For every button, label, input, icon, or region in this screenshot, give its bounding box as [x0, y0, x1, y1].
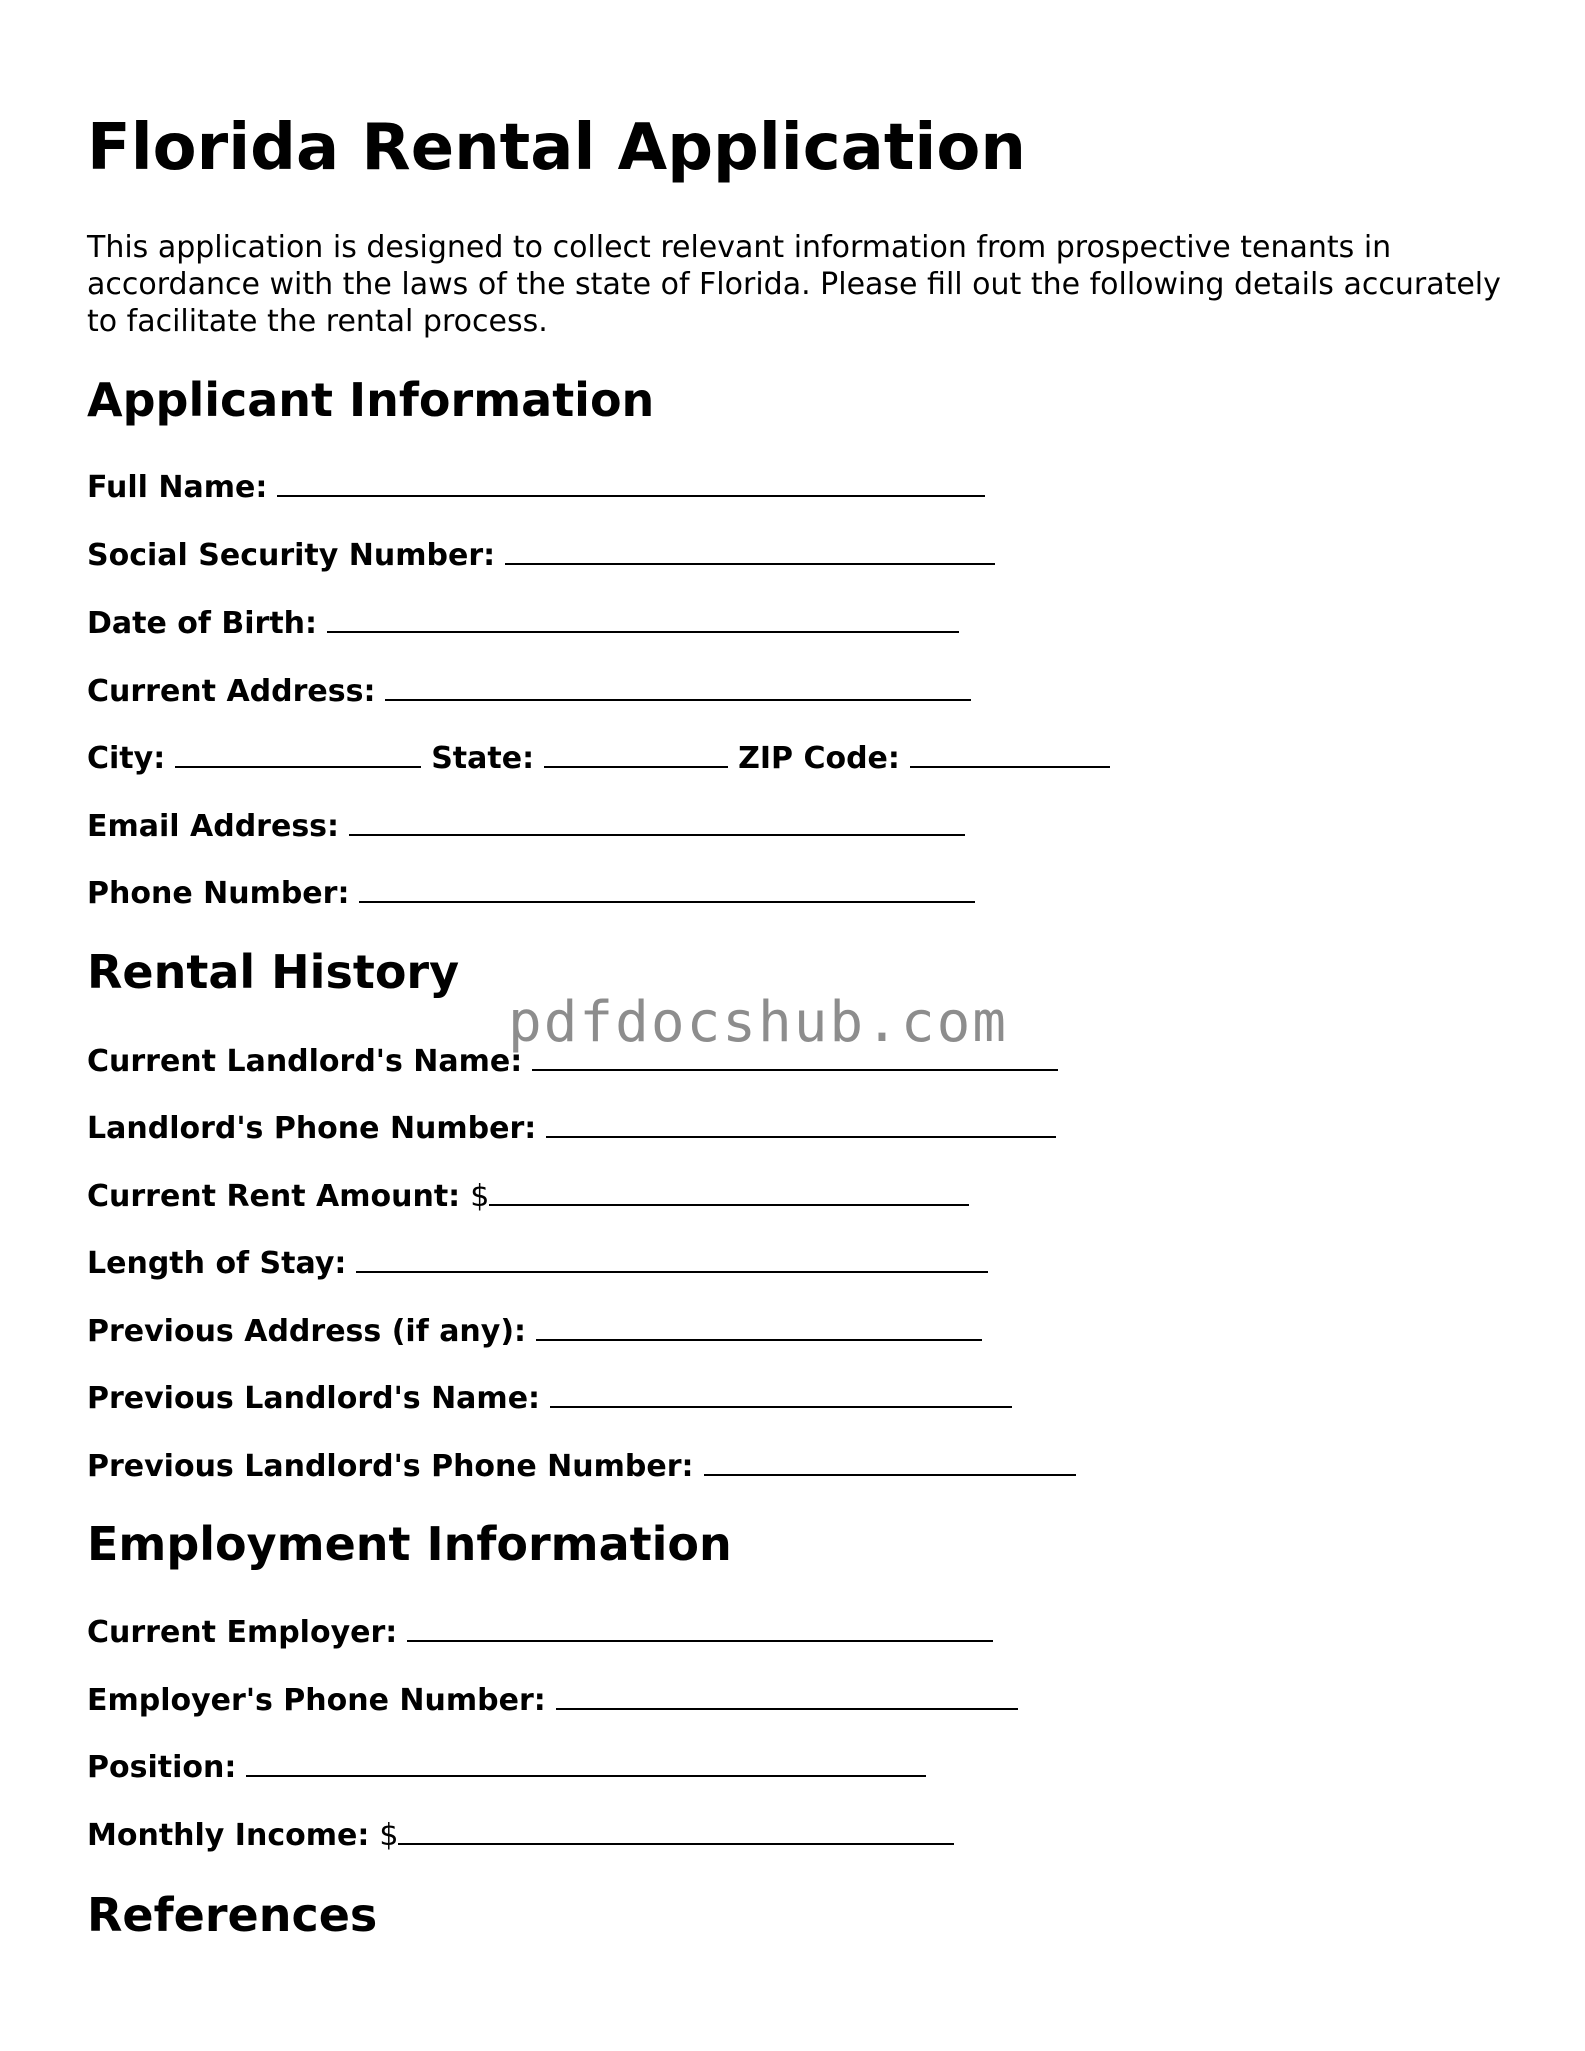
currency-symbol: $	[470, 1179, 490, 1214]
phone-blank[interactable]	[359, 871, 975, 903]
field-phone	[87, 871, 975, 913]
position-blank[interactable]	[246, 1745, 926, 1777]
field-label: Previous Address (if any):	[87, 1314, 527, 1349]
field-label: Monthly Income:	[87, 1818, 370, 1853]
previous-landlord-phone-blank[interactable]	[704, 1444, 1076, 1476]
state-blank[interactable]	[544, 736, 728, 768]
field-label: Phone Number:	[87, 876, 350, 911]
field-label: Social Security Number:	[87, 538, 496, 573]
field-label: Email Address:	[87, 809, 340, 844]
field-label-state: State:	[431, 741, 535, 776]
field-label: Current Rent Amount:	[87, 1179, 461, 1214]
field-label: Current Landlord's Name:	[87, 1044, 523, 1079]
field-previous-address	[87, 1309, 982, 1351]
field-label: Landlord's Phone Number:	[87, 1111, 537, 1146]
previous-address-blank[interactable]	[536, 1309, 982, 1341]
field-label: Employer's Phone Number:	[87, 1683, 546, 1718]
field-label-city: City:	[87, 741, 166, 776]
field-current-address	[87, 669, 971, 711]
landlord-phone-blank[interactable]	[546, 1106, 1056, 1138]
section-heading-applicant: Applicant Information	[87, 373, 655, 427]
watermark-text: pdfdocshub.com	[508, 990, 1009, 1055]
field-email	[87, 804, 965, 846]
intro-paragraph: This application is designed to collect relevant information from prospective tenants in accordance with the laws of the state of Florida. Please fill out the following details accurately to facilitate the rental process.	[87, 230, 1501, 339]
field-label: Date of Birth:	[87, 606, 318, 641]
field-rent-amount	[87, 1174, 969, 1216]
city-blank[interactable]	[175, 736, 421, 768]
field-city-state-zip	[87, 736, 1110, 778]
section-heading-rental-history: Rental History	[87, 945, 460, 999]
field-label: Current Employer:	[87, 1615, 398, 1650]
field-label: Position:	[87, 1750, 237, 1785]
field-employer	[87, 1610, 993, 1652]
section-heading-references: References	[87, 1888, 378, 1942]
monthly-income-blank[interactable]	[398, 1813, 954, 1845]
field-dob	[87, 601, 959, 643]
email-blank[interactable]	[349, 804, 965, 836]
current-address-blank[interactable]	[385, 669, 971, 701]
section-heading-employment: Employment Information	[87, 1517, 732, 1571]
employer-phone-blank[interactable]	[556, 1678, 1018, 1710]
employer-blank[interactable]	[407, 1610, 993, 1642]
field-previous-landlord-phone	[87, 1444, 1076, 1486]
zip-blank[interactable]	[910, 736, 1110, 768]
field-label: Previous Landlord's Phone Number:	[87, 1449, 694, 1484]
field-monthly-income	[87, 1813, 954, 1855]
page-title: Florida Rental Application	[87, 111, 1026, 185]
field-label: Previous Landlord's Name:	[87, 1381, 541, 1416]
previous-landlord-name-blank[interactable]	[550, 1376, 1012, 1408]
field-label: Current Address:	[87, 674, 376, 709]
full-name-blank[interactable]	[277, 465, 985, 497]
dob-blank[interactable]	[327, 601, 959, 633]
field-position	[87, 1745, 926, 1787]
length-of-stay-blank[interactable]	[356, 1241, 988, 1273]
ssn-blank[interactable]	[505, 533, 995, 565]
field-full-name	[87, 465, 985, 507]
field-previous-landlord-name	[87, 1376, 1012, 1418]
field-length-of-stay	[87, 1241, 988, 1283]
field-employer-phone	[87, 1678, 1018, 1720]
currency-symbol: $	[379, 1818, 399, 1853]
field-label: Full Name:	[87, 470, 268, 505]
field-ssn	[87, 533, 995, 575]
field-label: Length of Stay:	[87, 1246, 347, 1281]
field-landlord-phone	[87, 1106, 1056, 1148]
field-label-zip: ZIP Code:	[738, 741, 900, 776]
rent-amount-blank[interactable]	[489, 1174, 969, 1206]
